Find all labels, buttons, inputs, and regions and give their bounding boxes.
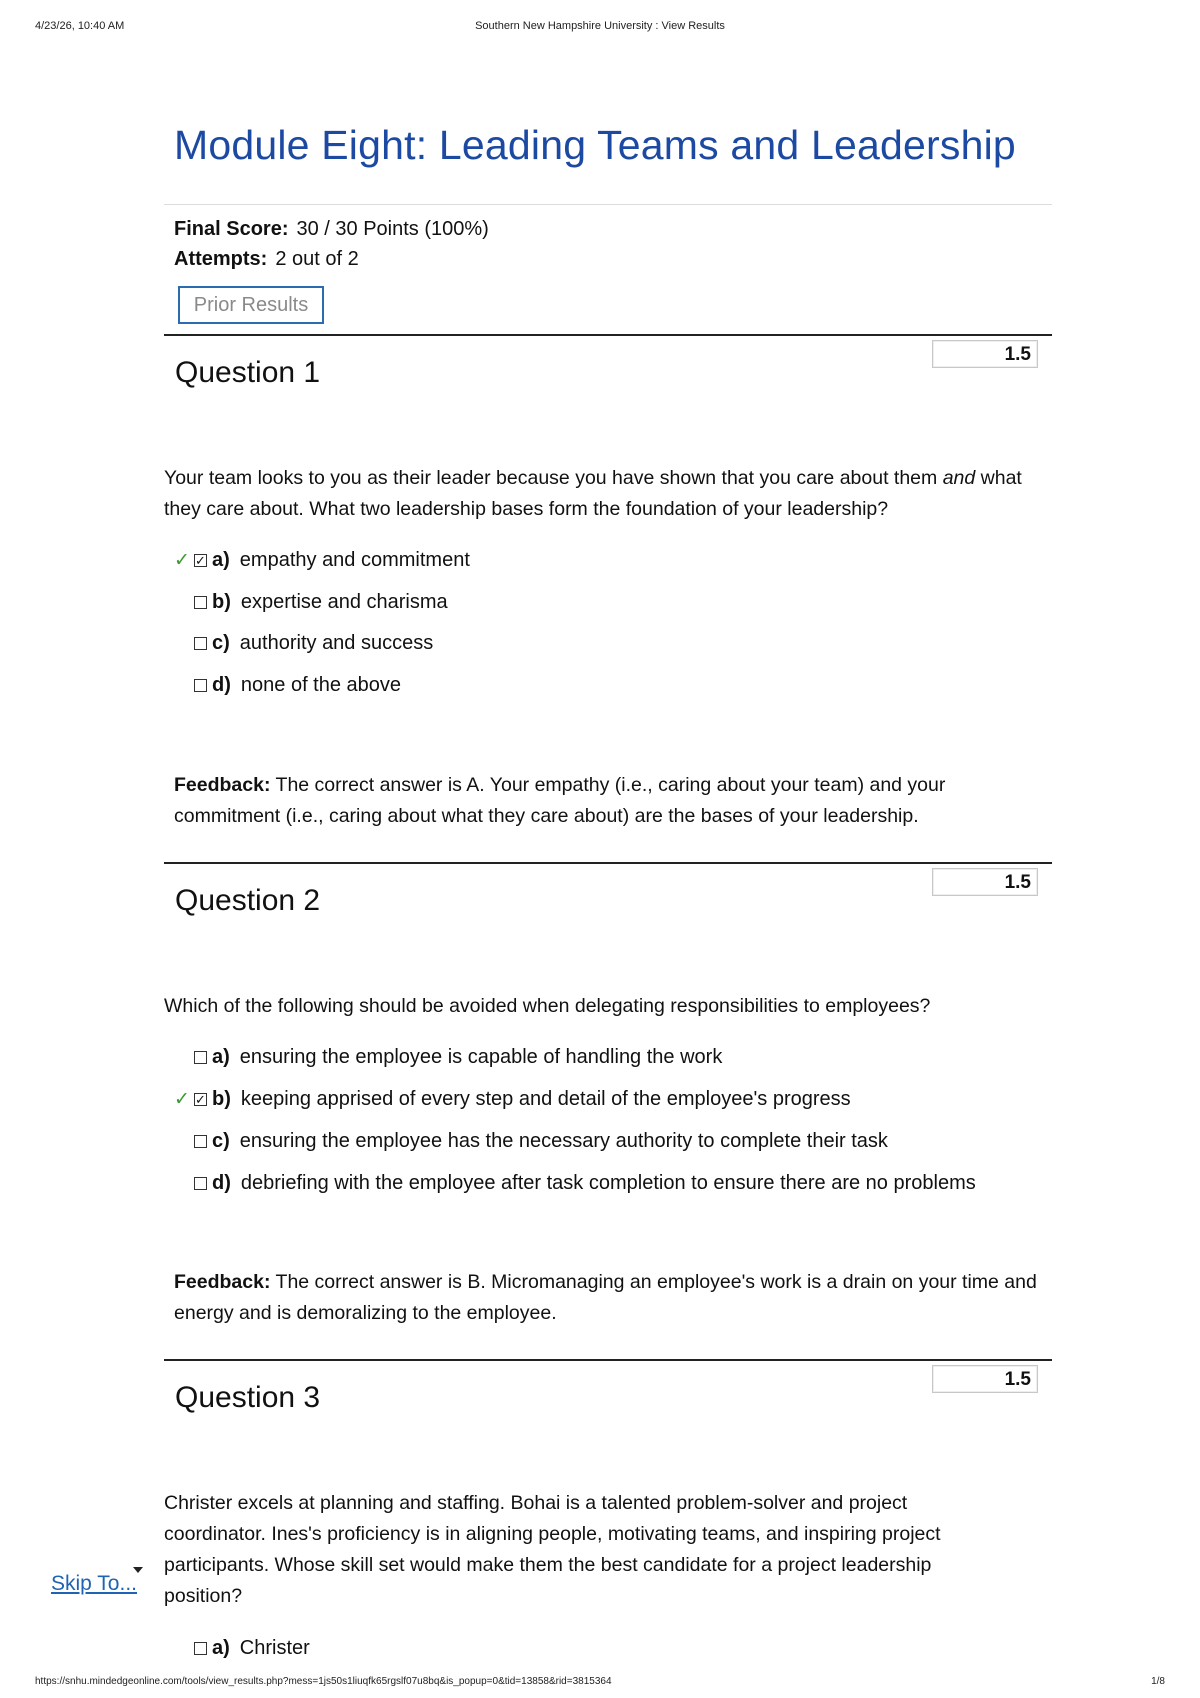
question-1-text-part: what they care about. What two leadership bases form the foundation of your leadership?	[164, 467, 1022, 520]
checkbox-icon[interactable]	[194, 1177, 207, 1190]
option-text: expertise and charisma	[240, 591, 448, 613]
option-text: ensuring the employee is capable of handling the work	[239, 1046, 723, 1068]
question-2-points: 1.5	[932, 868, 1038, 896]
question-1-heading: Question 1	[175, 356, 321, 389]
checkbox-checked-icon[interactable]	[194, 554, 207, 567]
option-text: debriefing with the employee after task completion to ensure there are no problems	[240, 1172, 976, 1194]
question-divider	[164, 1359, 1052, 1361]
option-letter: d)	[212, 1172, 231, 1194]
option-text: empathy and commitment	[239, 549, 470, 571]
option-letter: c)	[212, 632, 230, 654]
print-datetime: 4/23/26, 10:40 AM	[35, 20, 125, 32]
question-2-option-d[interactable]	[172, 1168, 976, 1198]
question-2-option-a[interactable]	[172, 1042, 722, 1072]
question-1-text-part: Your team looks to you as their leader because you have shown that you care about them	[164, 467, 943, 489]
correct-check-icon: ✓	[174, 550, 190, 571]
final-score	[174, 218, 489, 241]
final-score-label: Final Score:	[174, 218, 289, 240]
prior-results-button[interactable]: Prior Results	[178, 286, 324, 324]
feedback-label: Feedback:	[174, 774, 271, 796]
question-1-text-emphasis: and	[942, 467, 976, 489]
checkbox-icon[interactable]	[194, 1051, 207, 1064]
checkbox-icon[interactable]	[194, 1135, 207, 1148]
question-2-option-c[interactable]	[172, 1126, 888, 1156]
question-2-text: Which of the following should be avoided when delegating responsibilities to employees?	[164, 995, 931, 1017]
checkbox-icon[interactable]	[194, 596, 207, 609]
question-3-points: 1.5	[932, 1365, 1038, 1393]
option-letter: a)	[212, 549, 230, 571]
option-text: authority and success	[239, 632, 434, 654]
module-title: Module Eight: Leading Teams and Leadership	[174, 122, 1016, 168]
question-1-option-b[interactable]	[172, 587, 448, 617]
feedback-label: Feedback:	[174, 1271, 271, 1293]
checkbox-icon[interactable]	[194, 637, 207, 650]
question-1-feedback	[174, 770, 1044, 832]
option-letter: c)	[212, 1130, 230, 1152]
question-2-feedback	[174, 1267, 1044, 1329]
option-text: none of the above	[240, 674, 402, 696]
attempts	[174, 248, 359, 271]
question-1-points: 1.5	[932, 340, 1038, 368]
question-3-heading: Question 3	[175, 1381, 321, 1414]
option-letter: b)	[212, 1088, 231, 1110]
feedback-text: The correct answer is A. Your empathy (i.e., caring about your team) and your commitment (i.e., caring about what they care about) are the bases of your leadership.	[174, 774, 946, 827]
option-text: keeping apprised of every step and detail of the employee's progress	[240, 1088, 851, 1110]
option-letter: a)	[212, 1046, 230, 1068]
skip-to-link[interactable]: Skip To...	[51, 1572, 137, 1595]
question-1-option-c[interactable]	[172, 628, 433, 658]
print-url: https://snhu.mindedgeonline.com/tools/view_results.php?mess=1js50s1liuqfk65rgslf07u8bq&is_popup=0&tid=13858&rid=3815364	[35, 1676, 612, 1687]
attempts-value: 2 out of 2	[275, 248, 359, 270]
checkbox-checked-icon[interactable]	[194, 1093, 207, 1106]
question-1-text	[164, 463, 1044, 525]
option-text: ensuring the employee has the necessary authority to complete their task	[239, 1130, 888, 1152]
question-2-option-b[interactable]	[172, 1084, 851, 1114]
checkbox-icon[interactable]	[194, 1642, 207, 1655]
title-divider	[164, 204, 1052, 205]
option-text: Christer	[239, 1637, 310, 1659]
attempts-label: Attempts:	[174, 248, 268, 270]
option-letter: d)	[212, 674, 231, 696]
correct-check-icon: ✓	[174, 1089, 190, 1110]
checkbox-icon[interactable]	[194, 679, 207, 692]
option-letter: a)	[212, 1637, 230, 1659]
question-2-heading: Question 2	[175, 884, 321, 917]
final-score-value: 30 / 30 Points (100%)	[296, 218, 489, 240]
question-1-option-d[interactable]	[172, 670, 401, 700]
feedback-text: The correct answer is B. Micromanaging an employee's work is a drain on your time and energy and is demoralizing to the employee.	[174, 1271, 1037, 1324]
chevron-down-icon[interactable]	[133, 1567, 143, 1573]
question-divider	[164, 862, 1052, 864]
question-1-option-a[interactable]	[172, 545, 470, 575]
print-page-number: 1/8	[1151, 1676, 1165, 1687]
question-3-text: Christer excels at planning and staffing. Bohai is a talented problem-solver and project coordinator. Ines's proficiency is in aligning people, motivating teams, and inspiring project participants. Whose skill set would make them the best candidate for a project leadership position?	[164, 1492, 941, 1607]
question-divider	[164, 334, 1052, 336]
print-page-title: Southern New Hampshire University : View Results	[475, 20, 725, 32]
question-3-option-a[interactable]	[172, 1633, 310, 1663]
option-letter: b)	[212, 591, 231, 613]
